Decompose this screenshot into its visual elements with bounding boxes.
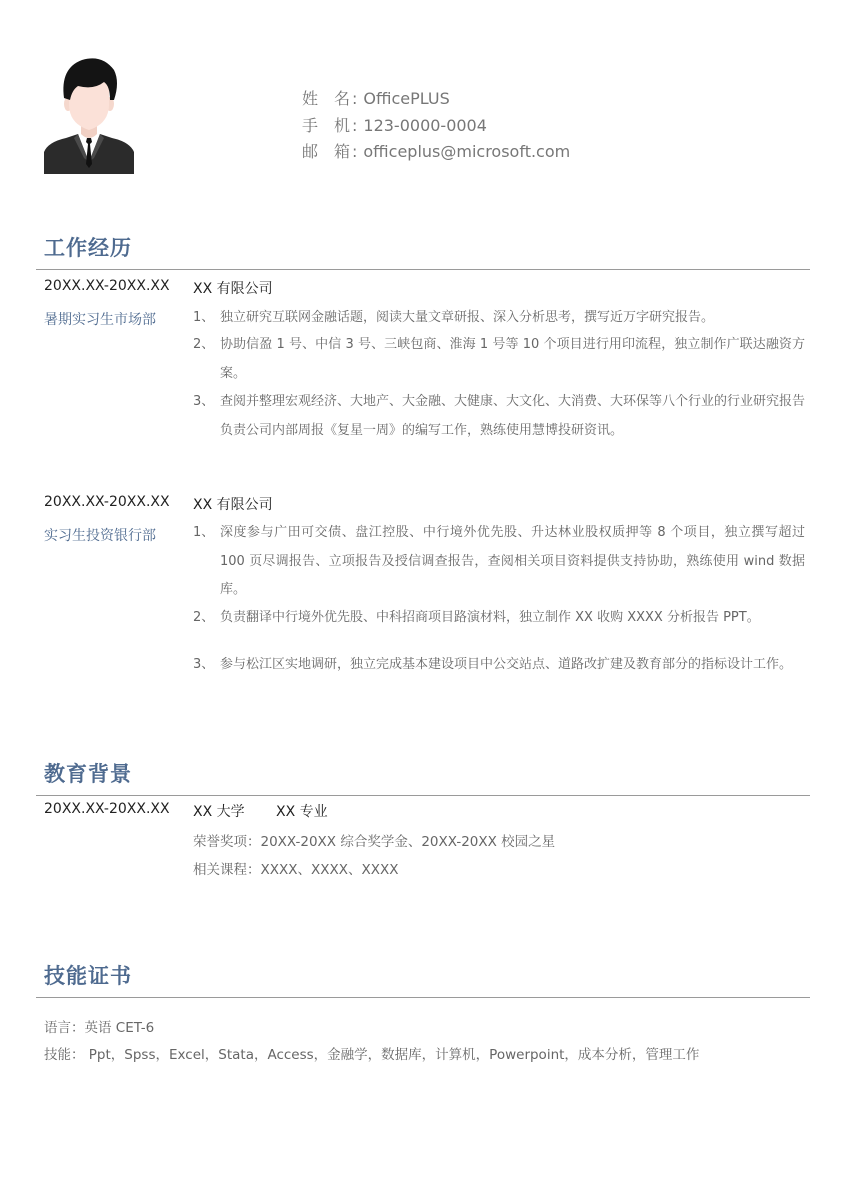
education-school: XX 大学: [193, 804, 245, 820]
work-item: [193, 604, 805, 633]
work-company: XX 有限公司: [193, 281, 273, 297]
phone-value: 123-0000-0004: [363, 115, 487, 135]
email-value: officeplus@microsoft.com: [363, 142, 571, 161]
item-number: 3、: [193, 394, 215, 409]
work-date: 20XX.XX-20XX.XX: [44, 278, 170, 294]
work-item: [193, 519, 805, 605]
item-number: 2、: [193, 610, 215, 625]
phone-label-a: 手: [302, 115, 319, 135]
name-label: [302, 86, 350, 113]
item-number: 1、: [193, 525, 215, 540]
name-value: OfficePLUS: [363, 89, 450, 108]
section-title-work: 工作经历: [44, 236, 132, 260]
section-divider: [36, 795, 810, 796]
item-text: 深度参与广田可交债、盘江控股、中行境外优先股、升达林业股权质押等 8 个项目，独立撰写超过 100 页尽调报告、立项报告及授信调查报告，查阅相关项目资料提供支持协助，熟练使用 wind 数据库。: [220, 525, 805, 597]
contact-email-row: [302, 139, 570, 166]
contact-info: [302, 86, 570, 166]
email-label: [302, 139, 350, 166]
work-role: 实习生投资银行部: [44, 528, 156, 544]
phone-label: [302, 113, 350, 140]
item-number: 1、: [193, 310, 215, 325]
item-text: 查阅并整理宏观经济、大地产、大金融、大健康、大文化、大消费、大环保等八个行业的行业研究报告负责公司内部周报《复星一周》的编写工作，熟练使用慧博投研资讯。: [220, 394, 806, 438]
work-item: [193, 388, 805, 445]
section-title-education: 教育背景: [44, 762, 132, 786]
item-text: 负责翻译中行境外优先股、中科招商项目路演材料，独立制作 XX 收购 XXXX 分析报告 PPT。: [220, 610, 760, 625]
colon: :: [352, 142, 358, 161]
education-courses: 相关课程：XXXX、XXXX、XXXX: [193, 862, 399, 878]
section-divider: [36, 269, 810, 270]
name-label-a: 姓: [302, 89, 319, 108]
avatar: [44, 54, 134, 174]
section-divider: [36, 997, 810, 998]
item-number: 2、: [193, 337, 215, 352]
name-label-b: 名: [333, 89, 350, 108]
item-number: 3、: [193, 657, 215, 672]
work-item: [193, 643, 805, 686]
colon: :: [352, 89, 358, 108]
work-item: [193, 304, 805, 333]
skills-language: 语言：英语 CET-6: [44, 1020, 155, 1036]
skills-list: 技能： Ppt，Spss，Excel，Stata，Access，金融学，数据库，计算机，Powerpoint，成本分析，管理工作: [44, 1047, 700, 1063]
work-date: 20XX.XX-20XX.XX: [44, 494, 170, 510]
contact-name-row: [302, 86, 570, 113]
item-text: 协助信盈 1 号、中信 3 号、三峡包商、淮海 1 号等 10 个项目进行用印流程，独立制作广联达融资方案。: [220, 337, 805, 381]
contact-phone-row: [302, 113, 570, 140]
email-label-a: 邮: [302, 142, 319, 161]
education-date: 20XX.XX-20XX.XX: [44, 801, 170, 817]
item-text: 独立研究互联网金融话题，阅读大量文章研报、深入分析思考，撰写近万字研究报告。: [220, 310, 715, 325]
work-role: 暑期实习生市场部: [44, 312, 156, 328]
phone-label-b: 机: [333, 115, 350, 135]
work-item: [193, 331, 805, 388]
email-label-b: 箱: [333, 142, 350, 161]
education-major: XX 专业: [276, 804, 328, 820]
section-title-skills: 技能证书: [44, 964, 132, 988]
work-company: XX 有限公司: [193, 497, 273, 513]
colon: :: [352, 115, 358, 135]
item-text: 参与松江区实地调研，独立完成基本建设项目中公交站点、道路改扩建及教育部分的指标设计工作。: [220, 657, 793, 672]
education-honors: 荣誉奖项：20XX-20XX 综合奖学金、20XX-20XX 校园之星: [193, 834, 556, 850]
